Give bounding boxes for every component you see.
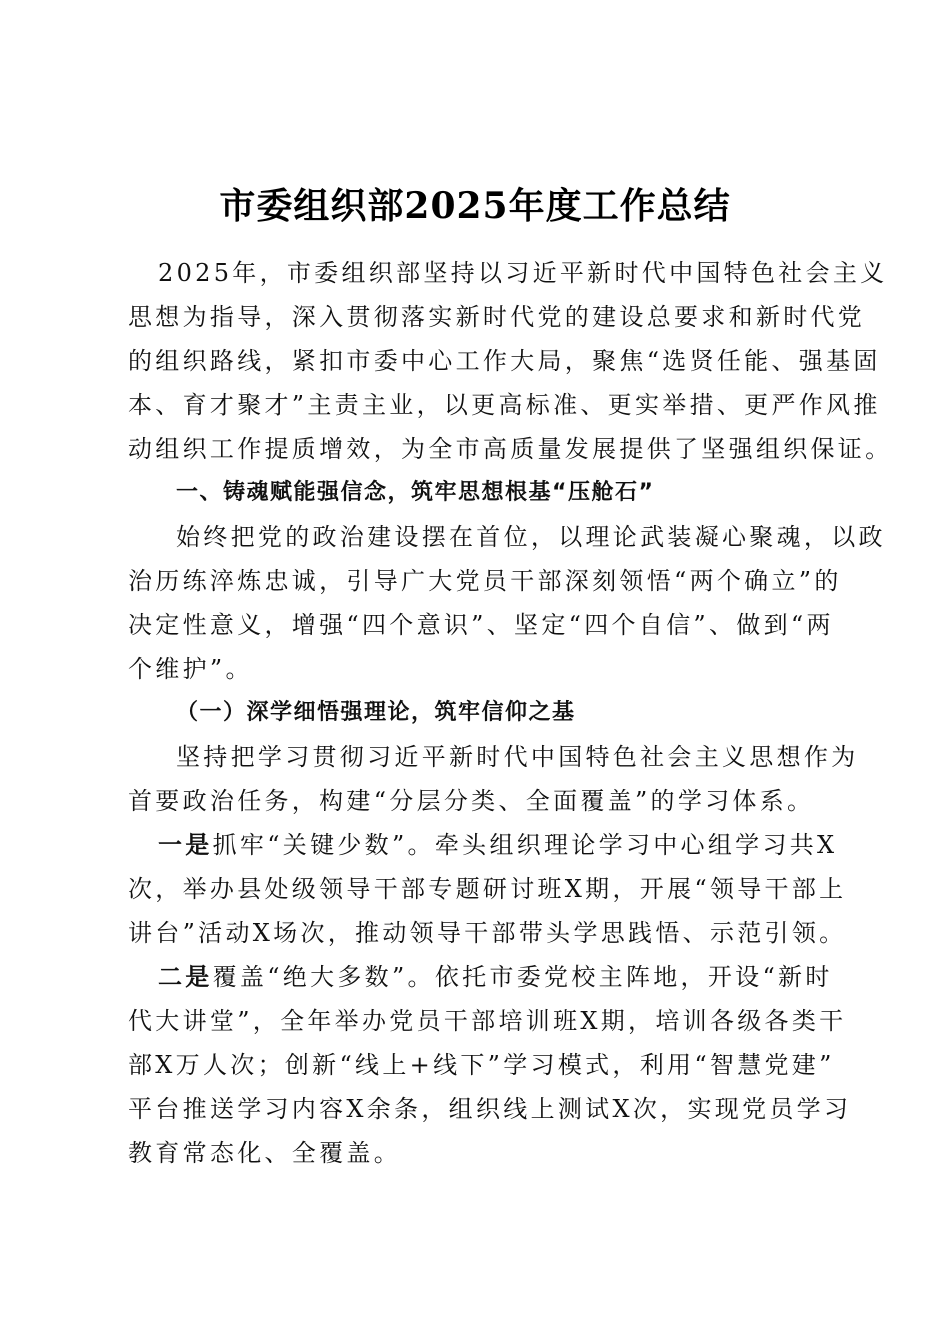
- point-one-first-line: [128, 823, 838, 867]
- section1-line: 决定性意义，增强“四个意识”、坚定“四个自信”、做到“两: [128, 611, 834, 639]
- point-one-lead: 一是: [158, 831, 213, 859]
- document-title: 市委组织部2025年度工作总结: [219, 185, 731, 227]
- intro-line: 2025年，市委组织部坚持以习近平新时代中国特色社会主义: [158, 259, 888, 287]
- section-heading-1: 一、铸魂赋能强信念，筑牢思想根基“压舱石”: [176, 480, 655, 505]
- document-body: [128, 251, 893, 1175]
- section1-line: 始终把党的政治建设摆在首位，以理论武装凝心聚魂，以政: [176, 523, 886, 551]
- section1-paragraph: [128, 515, 886, 691]
- point-two-first-line-text: 覆盖“绝大多数”。依托市委党校主阵地，开设“新时: [212, 963, 833, 991]
- point-two-line: 部X万人次；创新“线上+线下”学习模式，利用“智慧党建”: [128, 1051, 835, 1079]
- point-one-paragraph: [128, 823, 847, 955]
- intro-line: 思想为指导，深入贯彻落实新时代党的建设总要求和新时代党: [128, 303, 866, 331]
- point-two-lead: 二是: [158, 963, 213, 991]
- point-two-line: 教育常态化、全覆盖。: [128, 1139, 401, 1167]
- point-one-first-line-text: 抓牢“关键少数”。牵头组织理论学习中心组学习共X: [212, 831, 838, 859]
- intro-line: 的组织路线，紧扣市委中心工作大局，聚焦“选贤任能、强基固: [128, 347, 881, 375]
- point-two-first-line: [128, 955, 833, 999]
- intro-line: 动组织工作提质增效，为全市高质量发展提供了坚强组织保证。: [128, 435, 893, 463]
- section1-line: 治历练淬炼忠诚，引导广大党员干部深刻领悟“两个确立”的: [128, 567, 842, 595]
- point-two-paragraph: [128, 955, 852, 1175]
- point-two-line: 平台推送学习内容X余条，组织线上测试X次，实现党员学习: [128, 1095, 852, 1123]
- intro-paragraph: [128, 251, 893, 471]
- subsection1-line: 坚持把学习贯彻习近平新时代中国特色社会主义思想作为: [176, 743, 859, 771]
- point-two-line: 代大讲堂”，全年举办党员干部培训班X期，培训各级各类干: [128, 1007, 847, 1035]
- subsection1-line: 首要政治任务，构建“分层分类、全面覆盖”的学习体系。: [128, 787, 815, 815]
- intro-line: 本、育才聚才”主责主业，以更高标准、更实举措、更严作风推: [128, 391, 881, 419]
- subsection1-paragraph: [128, 735, 859, 823]
- subsection-heading-1: （一）深学细悟强理论，筑牢信仰之基: [176, 700, 576, 725]
- point-one-line: 讲台”活动X场次，推动领导干部带头学思践悟、示范引领。: [128, 919, 847, 947]
- section1-line: 个维护”。: [128, 655, 253, 683]
- point-one-line: 次，举办县处级领导干部专题研讨班X期，开展“领导干部上: [128, 875, 847, 903]
